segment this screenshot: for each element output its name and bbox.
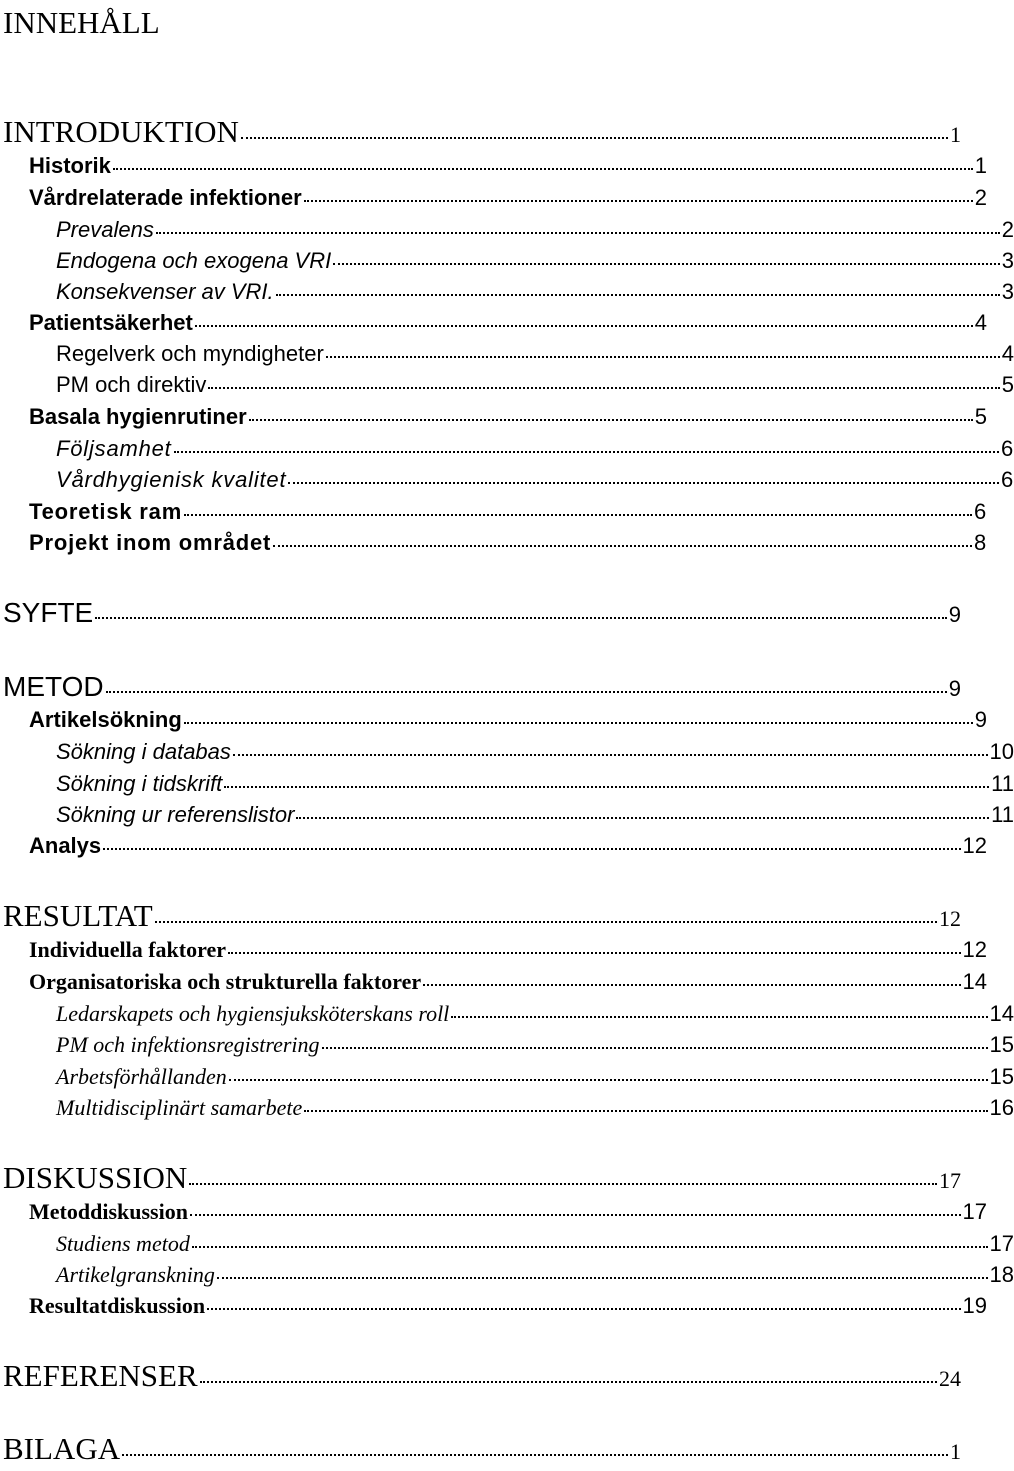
toc-entry-page: 12: [939, 906, 961, 931]
toc-entry[interactable]: [0, 1000, 1014, 1028]
toc-entry[interactable]: [0, 371, 1014, 399]
toc-entry-label: Multidisciplinärt samarbete: [56, 1095, 303, 1120]
toc-entry-page: 6: [1000, 436, 1014, 461]
dot-leader: [451, 1016, 987, 1018]
dot-leader: [304, 200, 973, 202]
dot-leader: [304, 1110, 987, 1112]
toc-entry[interactable]: [0, 1230, 1014, 1258]
toc-entry-page: 4: [1001, 341, 1014, 366]
toc-entry[interactable]: [0, 1063, 1014, 1091]
toc-entry[interactable]: [0, 1094, 1014, 1122]
toc-entry-page: 14: [989, 1001, 1014, 1026]
toc-entry-label: Resultatdiskussion: [29, 1293, 206, 1318]
toc-entry-label: Endogena och exogena VRI: [56, 248, 332, 273]
toc-entry-page: 10: [989, 739, 1014, 764]
toc-entry-label: Vårdhygienisk kvalitet: [56, 467, 287, 492]
toc-entry[interactable]: [0, 498, 987, 526]
toc-entry-page: 5: [974, 404, 987, 429]
toc-entry-page: 12: [962, 833, 987, 858]
toc-entry-page: 15: [989, 1032, 1014, 1057]
dot-leader: [200, 1381, 937, 1383]
dot-leader: [189, 1183, 937, 1185]
dot-leader: [184, 722, 973, 724]
toc-entry[interactable]: [0, 152, 987, 180]
toc-entry[interactable]: [0, 1292, 987, 1320]
toc-entry-page: 9: [948, 602, 961, 627]
toc-entry[interactable]: [0, 738, 1014, 766]
toc-entry[interactable]: [0, 309, 987, 337]
dot-leader: [217, 1277, 988, 1279]
toc-entry[interactable]: [0, 668, 961, 708]
toc-entry-label: SYFTE: [3, 597, 94, 628]
toc-entry-page: 14: [962, 969, 987, 994]
toc-entry-label: DISKUSSION: [3, 1160, 188, 1195]
dot-leader: [207, 1308, 960, 1310]
toc-entry-label: Följsamhet: [56, 436, 172, 461]
toc-entry-page: 8: [973, 530, 987, 555]
toc-entry-page: 2: [1001, 217, 1014, 242]
toc-entry-label: Regelverk och myndigheter: [56, 341, 324, 366]
dot-leader: [228, 952, 961, 954]
toc-entry-label: Basala hygienrutiner: [29, 404, 247, 429]
dot-leader: [224, 786, 989, 788]
toc-entry[interactable]: [0, 832, 987, 860]
toc-entry-label: Individuella faktorer: [29, 937, 227, 962]
dot-leader: [95, 617, 947, 619]
toc-entry[interactable]: [0, 435, 1014, 463]
toc-entry[interactable]: [0, 216, 1014, 244]
toc-entry-page: 15: [989, 1064, 1014, 1089]
dot-leader: [208, 387, 999, 389]
toc-entry[interactable]: [0, 340, 1014, 368]
toc-entry-page: 1: [974, 153, 987, 178]
toc-entry-page: 18: [989, 1262, 1014, 1287]
page-title: INNEHÅLL: [3, 5, 160, 40]
toc-entry-label: RESULTAT: [3, 898, 153, 933]
toc-entry-page: 6: [1000, 467, 1014, 492]
dot-leader: [103, 848, 960, 850]
dot-leader: [229, 1079, 988, 1081]
toc-entry[interactable]: [0, 594, 961, 634]
toc-entry-label: Patientsäkerhet: [29, 310, 193, 335]
toc-entry-label: METOD: [3, 671, 104, 702]
toc-entry-label: Teoretisk ram: [29, 499, 183, 524]
toc-entry[interactable]: [0, 113, 961, 154]
toc-entry-label: Artikelgranskning: [56, 1262, 215, 1287]
toc-entry[interactable]: [0, 1159, 961, 1200]
dot-leader: [174, 451, 999, 453]
toc-entry-label: Sökning ur referenslistor: [56, 802, 295, 827]
toc-entry[interactable]: [0, 184, 987, 212]
dot-leader: [333, 263, 1000, 265]
dot-leader: [276, 294, 1000, 296]
toc-entry[interactable]: [0, 1261, 1014, 1289]
dot-leader: [184, 514, 972, 516]
toc-entry-label: Ledarskapets och hygiensjuksköterskans roll: [56, 1001, 450, 1026]
dot-leader: [326, 356, 1000, 358]
toc-entry[interactable]: [0, 770, 1014, 798]
toc-entry-page: 24: [939, 1366, 961, 1391]
toc-entry-label: Konsekvenser av VRI.: [56, 279, 274, 304]
toc-entry-label: Sökning i databas: [56, 739, 231, 764]
toc-entry-label: Analys: [29, 833, 102, 858]
toc-entry-label: PM och infektionsregistrering: [56, 1032, 320, 1057]
dot-leader: [241, 137, 948, 139]
toc-entry-label: Sökning i tidskrift: [56, 771, 223, 796]
toc-entry-label: INTRODUKTION: [3, 114, 239, 149]
toc-entry-page: 1: [950, 1439, 961, 1464]
toc-entry-page: 3: [1001, 279, 1014, 304]
dot-leader: [296, 817, 989, 819]
toc-entry[interactable]: [0, 278, 1014, 306]
toc-entry-page: 17: [939, 1168, 961, 1193]
dot-leader: [195, 325, 973, 327]
toc-entry-label: Artikelsökning: [29, 707, 182, 732]
toc-entry[interactable]: [0, 706, 987, 734]
toc-entry-label: Historik: [29, 153, 111, 178]
toc-entry-page: 5: [1001, 372, 1014, 397]
dot-leader: [113, 168, 973, 170]
toc-entry[interactable]: [0, 968, 987, 996]
toc-entry[interactable]: [0, 466, 1014, 494]
toc-entry-page: 19: [962, 1293, 987, 1318]
toc-entry-label: Organisatoriska och strukturella faktorer: [29, 969, 422, 994]
toc-entry-label: Metoddiskussion: [29, 1199, 188, 1224]
dot-leader: [190, 1214, 961, 1216]
toc-entry-page: 6: [973, 499, 987, 524]
toc-entry-label: Studiens metod: [56, 1231, 190, 1256]
toc-entry-label: Arbetsförhållanden: [56, 1064, 227, 1089]
toc-entry[interactable]: [0, 529, 987, 557]
toc-entry-label: Prevalens: [56, 217, 154, 242]
toc-entry[interactable]: [0, 1430, 961, 1471]
toc-entry-label: PM och direktiv: [56, 372, 207, 397]
toc-entry[interactable]: [0, 247, 1014, 275]
toc-entry-page: 9: [948, 676, 961, 701]
toc-entry-page: 12: [962, 937, 987, 962]
toc-entry-page: 9: [974, 707, 987, 732]
dot-leader: [233, 754, 988, 756]
toc-entry-page: 17: [989, 1231, 1014, 1256]
toc-entry-page: 17: [962, 1199, 987, 1224]
toc-entry-label: REFERENSER: [3, 1358, 198, 1393]
toc-entry[interactable]: [0, 403, 987, 431]
toc-entry-page: 1: [950, 122, 961, 147]
dot-leader: [423, 984, 960, 986]
toc-entry[interactable]: [0, 1031, 1014, 1059]
dot-leader: [249, 419, 973, 421]
dot-leader: [322, 1047, 988, 1049]
dot-leader: [106, 691, 947, 693]
dot-leader: [156, 232, 1000, 234]
toc-entry[interactable]: [0, 1198, 987, 1226]
dot-leader: [122, 1454, 948, 1456]
toc-entry-page: 4: [974, 310, 987, 335]
toc-entry-page: 2: [974, 185, 987, 210]
dot-leader: [155, 921, 937, 923]
toc-entry-page: 16: [989, 1095, 1014, 1120]
toc-entry[interactable]: [0, 936, 987, 964]
toc-entry-label: BILAGA: [3, 1431, 121, 1466]
toc-entry-page: 3: [1001, 248, 1014, 273]
toc-entry-page: 11: [991, 771, 1014, 796]
toc-entry[interactable]: [0, 1357, 961, 1398]
dot-leader: [273, 545, 972, 547]
toc-entry-page: 11: [991, 802, 1014, 827]
toc-entry[interactable]: [0, 801, 1014, 829]
toc-entry[interactable]: [0, 897, 961, 938]
toc-entry-label: Vårdrelaterade infektioner: [29, 185, 302, 210]
toc-entry-label: Projekt inom området: [29, 530, 272, 555]
dot-leader: [192, 1246, 988, 1248]
dot-leader: [288, 482, 999, 484]
